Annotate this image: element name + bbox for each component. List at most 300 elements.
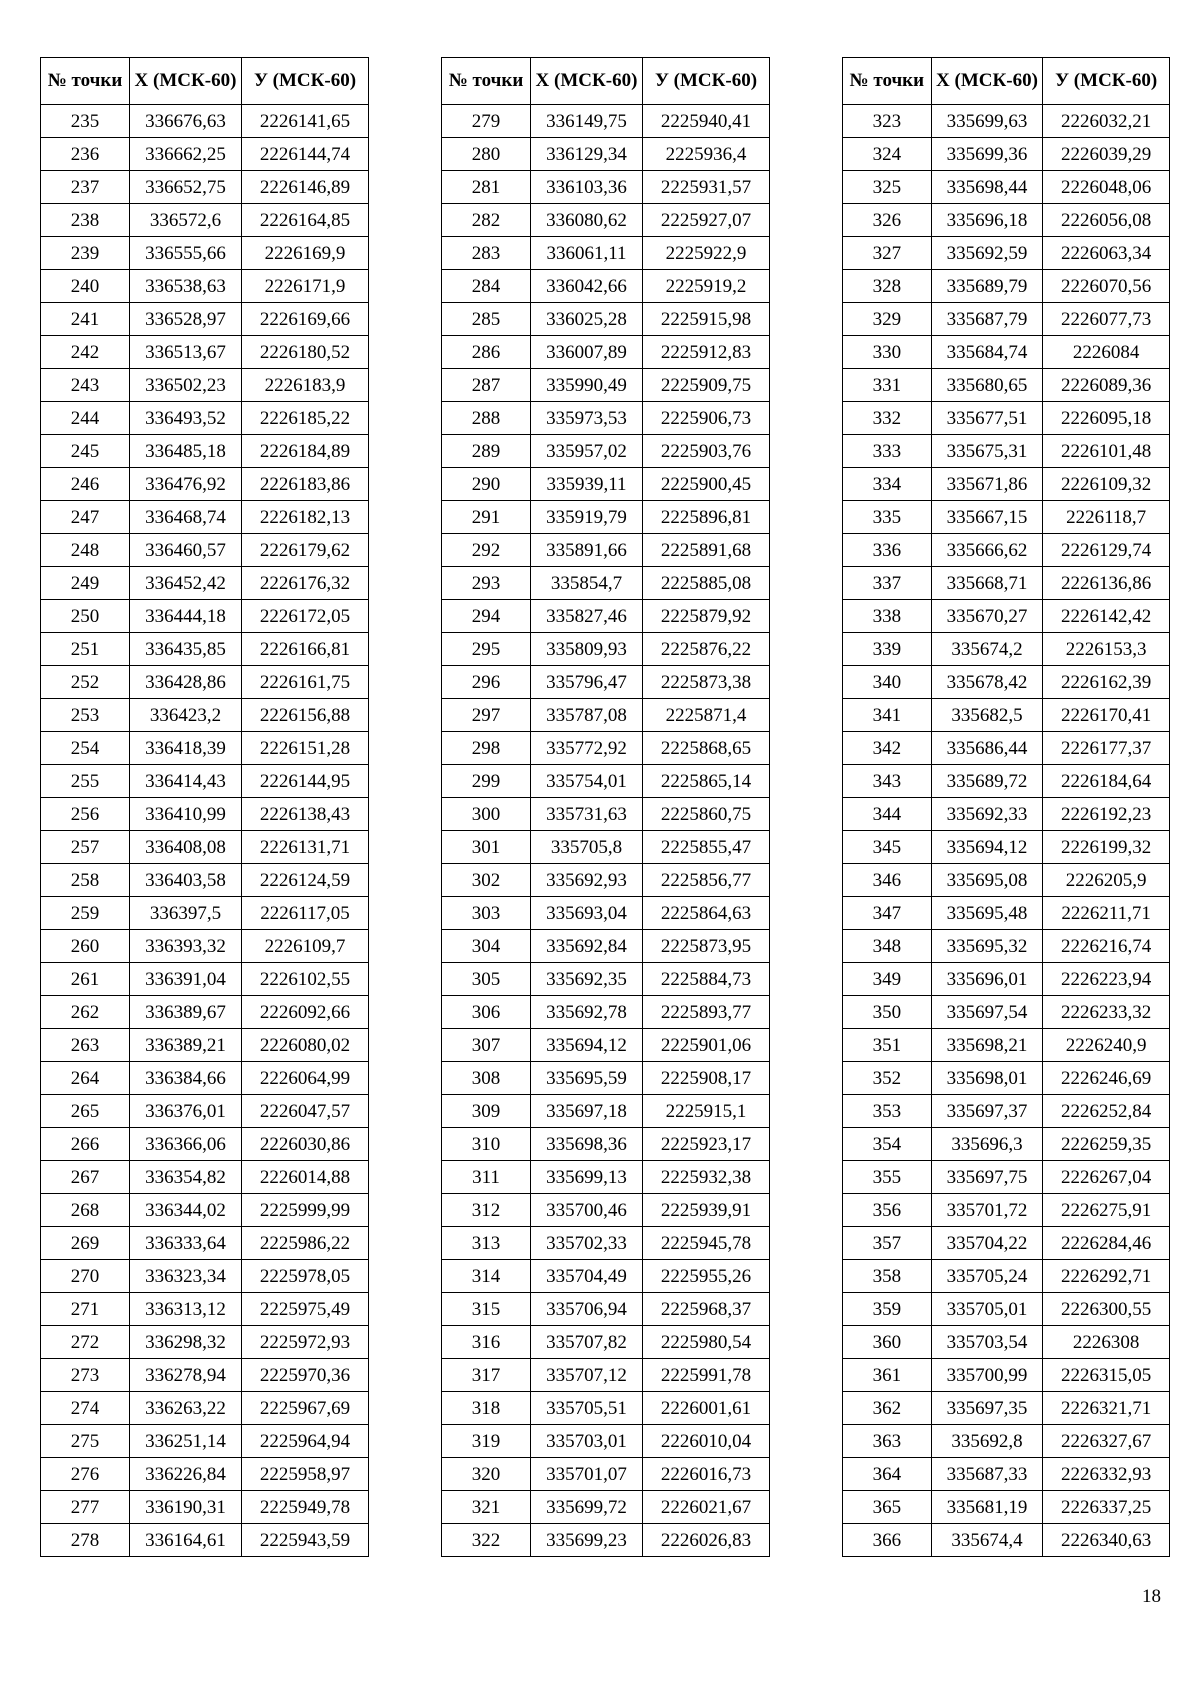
cell-y-coordinate: 2226300,55 — [1043, 1293, 1170, 1326]
table-row — [442, 204, 770, 237]
cell-x-coordinate: 335704,22 — [931, 1227, 1043, 1260]
cell-x-coordinate: 336278,94 — [130, 1359, 242, 1392]
table-row — [442, 105, 770, 138]
cell-y-coordinate: 2225999,99 — [242, 1194, 369, 1227]
cell-point-number: 328 — [843, 270, 932, 303]
cell-point-number: 343 — [843, 765, 932, 798]
cell-y-coordinate: 2225879,92 — [643, 600, 770, 633]
cell-point-number: 335 — [843, 501, 932, 534]
table-row — [41, 303, 369, 336]
cell-x-coordinate: 336344,02 — [130, 1194, 242, 1227]
cell-y-coordinate: 2226223,94 — [1043, 963, 1170, 996]
table-row — [442, 930, 770, 963]
cell-x-coordinate: 335827,46 — [531, 600, 643, 633]
cell-x-coordinate: 336676,63 — [130, 105, 242, 138]
cell-point-number: 291 — [442, 501, 531, 534]
cell-y-coordinate: 2226109,32 — [1043, 468, 1170, 501]
cell-y-coordinate: 2226161,75 — [242, 666, 369, 699]
cell-y-coordinate: 2225940,41 — [643, 105, 770, 138]
table-row — [442, 765, 770, 798]
cell-y-coordinate: 2226171,9 — [242, 270, 369, 303]
table-row — [843, 534, 1170, 567]
cell-y-coordinate: 2226131,71 — [242, 831, 369, 864]
cell-x-coordinate: 336007,89 — [531, 336, 643, 369]
cell-point-number: 241 — [41, 303, 130, 336]
table-row — [41, 930, 369, 963]
cell-y-coordinate: 2226321,71 — [1043, 1392, 1170, 1425]
cell-x-coordinate: 335705,8 — [531, 831, 643, 864]
cell-x-coordinate: 335689,72 — [931, 765, 1043, 798]
header-x-coordinate: Х (МСК-60) — [130, 58, 242, 105]
cell-point-number: 346 — [843, 864, 932, 897]
cell-y-coordinate: 2226308 — [1043, 1326, 1170, 1359]
cell-y-coordinate: 2226259,35 — [1043, 1128, 1170, 1161]
table-row — [41, 369, 369, 402]
cell-point-number: 321 — [442, 1491, 531, 1524]
cell-point-number: 344 — [843, 798, 932, 831]
cell-x-coordinate: 335705,01 — [931, 1293, 1043, 1326]
cell-point-number: 316 — [442, 1326, 531, 1359]
table-row — [843, 699, 1170, 732]
cell-x-coordinate: 335707,82 — [531, 1326, 643, 1359]
cell-y-coordinate: 2226102,55 — [242, 963, 369, 996]
cell-point-number: 298 — [442, 732, 531, 765]
cell-y-coordinate: 2226014,88 — [242, 1161, 369, 1194]
cell-x-coordinate: 335692,93 — [531, 864, 643, 897]
cell-y-coordinate: 2226337,25 — [1043, 1491, 1170, 1524]
table-row — [843, 1293, 1170, 1326]
cell-point-number: 327 — [843, 237, 932, 270]
cell-point-number: 326 — [843, 204, 932, 237]
cell-x-coordinate: 336129,34 — [531, 138, 643, 171]
cell-x-coordinate: 336366,06 — [130, 1128, 242, 1161]
cell-x-coordinate: 335891,66 — [531, 534, 643, 567]
cell-x-coordinate: 335772,92 — [531, 732, 643, 765]
cell-point-number: 339 — [843, 633, 932, 666]
cell-point-number: 274 — [41, 1392, 130, 1425]
cell-y-coordinate: 2226199,32 — [1043, 831, 1170, 864]
cell-y-coordinate: 2226109,7 — [242, 930, 369, 963]
table-row — [442, 1326, 770, 1359]
table-row — [41, 1227, 369, 1260]
table-row — [41, 1293, 369, 1326]
cell-y-coordinate: 2226164,85 — [242, 204, 369, 237]
cell-y-coordinate: 2225936,4 — [643, 138, 770, 171]
cell-y-coordinate: 2226039,29 — [1043, 138, 1170, 171]
cell-x-coordinate: 335700,46 — [531, 1194, 643, 1227]
cell-point-number: 253 — [41, 699, 130, 732]
table-row — [41, 204, 369, 237]
table-row — [41, 1425, 369, 1458]
cell-y-coordinate: 2226142,42 — [1043, 600, 1170, 633]
cell-x-coordinate: 335796,47 — [531, 666, 643, 699]
cell-x-coordinate: 336468,74 — [130, 501, 242, 534]
cell-point-number: 245 — [41, 435, 130, 468]
cell-y-coordinate: 2226138,43 — [242, 798, 369, 831]
cell-x-coordinate: 335854,7 — [531, 567, 643, 600]
cell-y-coordinate: 2226021,67 — [643, 1491, 770, 1524]
table-row — [41, 1524, 369, 1557]
table-row — [843, 798, 1170, 831]
cell-x-coordinate: 335957,02 — [531, 435, 643, 468]
cell-point-number: 302 — [442, 864, 531, 897]
cell-point-number: 279 — [442, 105, 531, 138]
cell-point-number: 332 — [843, 402, 932, 435]
cell-x-coordinate: 335706,94 — [531, 1293, 643, 1326]
cell-x-coordinate: 335687,33 — [931, 1458, 1043, 1491]
table-row — [843, 468, 1170, 501]
cell-x-coordinate: 335686,44 — [931, 732, 1043, 765]
table-row — [442, 1029, 770, 1062]
cell-y-coordinate: 2225915,1 — [643, 1095, 770, 1128]
table-body — [41, 105, 369, 1557]
cell-point-number: 284 — [442, 270, 531, 303]
cell-point-number: 305 — [442, 963, 531, 996]
page-number: 18 — [1142, 1586, 1161, 1607]
cell-point-number: 257 — [41, 831, 130, 864]
header-y-coordinate: У (МСК-60) — [242, 58, 369, 105]
table-row — [843, 204, 1170, 237]
cell-y-coordinate: 2225978,05 — [242, 1260, 369, 1293]
cell-y-coordinate: 2225932,38 — [643, 1161, 770, 1194]
cell-y-coordinate: 2225860,75 — [643, 798, 770, 831]
cell-point-number: 347 — [843, 897, 932, 930]
cell-x-coordinate: 335731,63 — [531, 798, 643, 831]
table-row — [442, 1095, 770, 1128]
table-row — [41, 1359, 369, 1392]
cell-point-number: 320 — [442, 1458, 531, 1491]
cell-y-coordinate: 2226240,9 — [1043, 1029, 1170, 1062]
cell-point-number: 350 — [843, 996, 932, 1029]
cell-point-number: 277 — [41, 1491, 130, 1524]
cell-point-number: 348 — [843, 930, 932, 963]
cell-y-coordinate: 2226340,63 — [1043, 1524, 1170, 1557]
cell-x-coordinate: 335666,62 — [931, 534, 1043, 567]
cell-x-coordinate: 335668,71 — [931, 567, 1043, 600]
cell-y-coordinate: 2225923,17 — [643, 1128, 770, 1161]
cell-x-coordinate: 335698,36 — [531, 1128, 643, 1161]
cell-y-coordinate: 2226124,59 — [242, 864, 369, 897]
cell-x-coordinate: 336025,28 — [531, 303, 643, 336]
table-row — [843, 1491, 1170, 1524]
cell-y-coordinate: 2226144,95 — [242, 765, 369, 798]
cell-x-coordinate: 336376,01 — [130, 1095, 242, 1128]
cell-point-number: 360 — [843, 1326, 932, 1359]
cell-point-number: 324 — [843, 138, 932, 171]
cell-x-coordinate: 336555,66 — [130, 237, 242, 270]
cell-point-number: 260 — [41, 930, 130, 963]
cell-y-coordinate: 2226185,22 — [242, 402, 369, 435]
cell-y-coordinate: 2226332,93 — [1043, 1458, 1170, 1491]
cell-x-coordinate: 336444,18 — [130, 600, 242, 633]
table-row — [442, 633, 770, 666]
cell-y-coordinate: 2225927,07 — [643, 204, 770, 237]
table-row — [442, 963, 770, 996]
cell-y-coordinate: 2226010,04 — [643, 1425, 770, 1458]
cell-point-number: 314 — [442, 1260, 531, 1293]
table-row — [843, 567, 1170, 600]
cell-y-coordinate: 2226084 — [1043, 336, 1170, 369]
table-row — [843, 1227, 1170, 1260]
cell-point-number: 235 — [41, 105, 130, 138]
cell-y-coordinate: 2225873,38 — [643, 666, 770, 699]
table-row — [442, 270, 770, 303]
cell-y-coordinate: 2226151,28 — [242, 732, 369, 765]
table-row — [843, 1425, 1170, 1458]
cell-y-coordinate: 2225939,91 — [643, 1194, 770, 1227]
header-y-coordinate: У (МСК-60) — [1043, 58, 1170, 105]
cell-x-coordinate: 336414,43 — [130, 765, 242, 798]
cell-point-number: 358 — [843, 1260, 932, 1293]
cell-point-number: 292 — [442, 534, 531, 567]
cell-y-coordinate: 2226267,04 — [1043, 1161, 1170, 1194]
table-row — [41, 1194, 369, 1227]
cell-x-coordinate: 335699,36 — [931, 138, 1043, 171]
cell-point-number: 246 — [41, 468, 130, 501]
cell-point-number: 250 — [41, 600, 130, 633]
cell-x-coordinate: 335698,44 — [931, 171, 1043, 204]
table-row — [442, 831, 770, 864]
cell-x-coordinate: 336513,67 — [130, 336, 242, 369]
cell-point-number: 345 — [843, 831, 932, 864]
table-row — [843, 1029, 1170, 1062]
cell-x-coordinate: 335695,08 — [931, 864, 1043, 897]
table-row — [843, 831, 1170, 864]
cell-x-coordinate: 335693,04 — [531, 897, 643, 930]
cell-x-coordinate: 336389,21 — [130, 1029, 242, 1062]
table-row — [41, 1062, 369, 1095]
cell-x-coordinate: 336391,04 — [130, 963, 242, 996]
cell-y-coordinate: 2226047,57 — [242, 1095, 369, 1128]
table-row — [843, 336, 1170, 369]
cell-x-coordinate: 335695,48 — [931, 897, 1043, 930]
cell-point-number: 287 — [442, 369, 531, 402]
cell-y-coordinate: 2226184,64 — [1043, 765, 1170, 798]
table-row — [843, 435, 1170, 468]
table-row — [442, 435, 770, 468]
cell-x-coordinate: 335809,93 — [531, 633, 643, 666]
cell-x-coordinate: 335681,19 — [931, 1491, 1043, 1524]
table-row — [442, 699, 770, 732]
table-row — [843, 1359, 1170, 1392]
cell-y-coordinate: 2226327,67 — [1043, 1425, 1170, 1458]
table-body — [843, 105, 1170, 1557]
table-row — [41, 501, 369, 534]
cell-y-coordinate: 2225893,77 — [643, 996, 770, 1029]
table-row — [41, 1128, 369, 1161]
cell-x-coordinate: 336226,84 — [130, 1458, 242, 1491]
cell-point-number: 352 — [843, 1062, 932, 1095]
cell-point-number: 337 — [843, 567, 932, 600]
cell-y-coordinate: 2226153,3 — [1043, 633, 1170, 666]
cell-point-number: 357 — [843, 1227, 932, 1260]
table-row — [442, 567, 770, 600]
cell-x-coordinate: 335696,01 — [931, 963, 1043, 996]
cell-point-number: 338 — [843, 600, 932, 633]
cell-point-number: 244 — [41, 402, 130, 435]
cell-y-coordinate: 2226177,37 — [1043, 732, 1170, 765]
table-row — [442, 1392, 770, 1425]
cell-x-coordinate: 335689,79 — [931, 270, 1043, 303]
cell-x-coordinate: 336423,2 — [130, 699, 242, 732]
cell-point-number: 363 — [843, 1425, 932, 1458]
header-point-number: № точки — [41, 58, 130, 105]
table-row — [442, 1062, 770, 1095]
cell-x-coordinate: 336149,75 — [531, 105, 643, 138]
cell-point-number: 267 — [41, 1161, 130, 1194]
cell-y-coordinate: 2225901,06 — [643, 1029, 770, 1062]
cell-y-coordinate: 2226252,84 — [1043, 1095, 1170, 1128]
cell-x-coordinate: 335697,37 — [931, 1095, 1043, 1128]
cell-x-coordinate: 335698,21 — [931, 1029, 1043, 1062]
cell-y-coordinate: 2226026,83 — [643, 1524, 770, 1557]
cell-y-coordinate: 2225958,97 — [242, 1458, 369, 1491]
table-row — [442, 1425, 770, 1458]
table-row — [41, 1161, 369, 1194]
cell-point-number: 270 — [41, 1260, 130, 1293]
table-row — [843, 765, 1170, 798]
cell-y-coordinate: 2225955,26 — [643, 1260, 770, 1293]
table-row — [442, 468, 770, 501]
cell-x-coordinate: 335684,74 — [931, 336, 1043, 369]
cell-x-coordinate: 336410,99 — [130, 798, 242, 831]
cell-point-number: 323 — [843, 105, 932, 138]
cell-point-number: 342 — [843, 732, 932, 765]
cell-y-coordinate: 2225891,68 — [643, 534, 770, 567]
table-row — [843, 963, 1170, 996]
cell-y-coordinate: 2226179,62 — [242, 534, 369, 567]
cell-x-coordinate: 336263,22 — [130, 1392, 242, 1425]
header-x-coordinate: Х (МСК-60) — [531, 58, 643, 105]
cell-x-coordinate: 336393,32 — [130, 930, 242, 963]
cell-x-coordinate: 336403,58 — [130, 864, 242, 897]
table-row — [843, 303, 1170, 336]
cell-point-number: 364 — [843, 1458, 932, 1491]
cell-y-coordinate: 2226166,81 — [242, 633, 369, 666]
cell-point-number: 307 — [442, 1029, 531, 1062]
table-row — [41, 1326, 369, 1359]
table-row — [442, 1194, 770, 1227]
table-row — [843, 270, 1170, 303]
coordinate-table-1 — [40, 57, 369, 1557]
cell-point-number: 273 — [41, 1359, 130, 1392]
table-row — [843, 1392, 1170, 1425]
header-y-coordinate: У (МСК-60) — [643, 58, 770, 105]
cell-point-number: 295 — [442, 633, 531, 666]
cell-y-coordinate: 2226275,91 — [1043, 1194, 1170, 1227]
cell-point-number: 294 — [442, 600, 531, 633]
cell-y-coordinate: 2226233,32 — [1043, 996, 1170, 1029]
cell-x-coordinate: 335699,63 — [931, 105, 1043, 138]
table-row — [41, 864, 369, 897]
cell-point-number: 239 — [41, 237, 130, 270]
cell-x-coordinate: 335695,32 — [931, 930, 1043, 963]
table-row — [41, 171, 369, 204]
coordinate-table-2 — [441, 57, 770, 1557]
cell-x-coordinate: 336333,64 — [130, 1227, 242, 1260]
table-row — [442, 666, 770, 699]
cell-point-number: 290 — [442, 468, 531, 501]
table-row — [442, 798, 770, 831]
cell-x-coordinate: 335696,18 — [931, 204, 1043, 237]
cell-x-coordinate: 335702,33 — [531, 1227, 643, 1260]
cell-point-number: 256 — [41, 798, 130, 831]
table-row — [41, 336, 369, 369]
cell-x-coordinate: 335701,07 — [531, 1458, 643, 1491]
cell-point-number: 254 — [41, 732, 130, 765]
cell-y-coordinate: 2226095,18 — [1043, 402, 1170, 435]
cell-point-number: 242 — [41, 336, 130, 369]
cell-y-coordinate: 2226136,86 — [1043, 567, 1170, 600]
cell-point-number: 288 — [442, 402, 531, 435]
cell-point-number: 236 — [41, 138, 130, 171]
table-row — [843, 138, 1170, 171]
cell-y-coordinate: 2226030,86 — [242, 1128, 369, 1161]
cell-point-number: 238 — [41, 204, 130, 237]
cell-point-number: 365 — [843, 1491, 932, 1524]
cell-y-coordinate: 2226001,61 — [643, 1392, 770, 1425]
table-row — [843, 171, 1170, 204]
cell-y-coordinate: 2226246,69 — [1043, 1062, 1170, 1095]
cell-point-number: 264 — [41, 1062, 130, 1095]
cell-y-coordinate: 2226172,05 — [242, 600, 369, 633]
table-row — [843, 633, 1170, 666]
cell-y-coordinate: 2226216,74 — [1043, 930, 1170, 963]
table-row — [41, 897, 369, 930]
cell-y-coordinate: 2225919,2 — [643, 270, 770, 303]
table-row — [843, 1062, 1170, 1095]
table-row — [442, 600, 770, 633]
cell-x-coordinate: 336164,61 — [130, 1524, 242, 1557]
table-row — [41, 567, 369, 600]
cell-y-coordinate: 2225885,08 — [643, 567, 770, 600]
cell-point-number: 341 — [843, 699, 932, 732]
table-row — [41, 1392, 369, 1425]
cell-y-coordinate: 2226141,65 — [242, 105, 369, 138]
cell-y-coordinate: 2226129,74 — [1043, 534, 1170, 567]
cell-y-coordinate: 2226070,56 — [1043, 270, 1170, 303]
cell-point-number: 304 — [442, 930, 531, 963]
cell-point-number: 269 — [41, 1227, 130, 1260]
cell-point-number: 331 — [843, 369, 932, 402]
table-row — [442, 1491, 770, 1524]
cell-x-coordinate: 336061,11 — [531, 237, 643, 270]
cell-y-coordinate: 2226205,9 — [1043, 864, 1170, 897]
table-row — [41, 1029, 369, 1062]
table-row — [843, 402, 1170, 435]
table-row — [843, 1524, 1170, 1557]
cell-point-number: 336 — [843, 534, 932, 567]
cell-y-coordinate: 2225922,9 — [643, 237, 770, 270]
cell-x-coordinate: 335682,5 — [931, 699, 1043, 732]
cell-x-coordinate: 336452,42 — [130, 567, 242, 600]
cell-y-coordinate: 2225970,36 — [242, 1359, 369, 1392]
cell-x-coordinate: 336662,25 — [130, 138, 242, 171]
cell-point-number: 361 — [843, 1359, 932, 1392]
table-row — [442, 1293, 770, 1326]
table-row — [442, 501, 770, 534]
cell-y-coordinate: 2226183,86 — [242, 468, 369, 501]
table-row — [41, 666, 369, 699]
cell-x-coordinate: 336538,63 — [130, 270, 242, 303]
cell-x-coordinate: 335939,11 — [531, 468, 643, 501]
cell-point-number: 330 — [843, 336, 932, 369]
cell-point-number: 325 — [843, 171, 932, 204]
cell-x-coordinate: 336460,57 — [130, 534, 242, 567]
table-row — [442, 1128, 770, 1161]
cell-y-coordinate: 2226032,21 — [1043, 105, 1170, 138]
cell-point-number: 251 — [41, 633, 130, 666]
